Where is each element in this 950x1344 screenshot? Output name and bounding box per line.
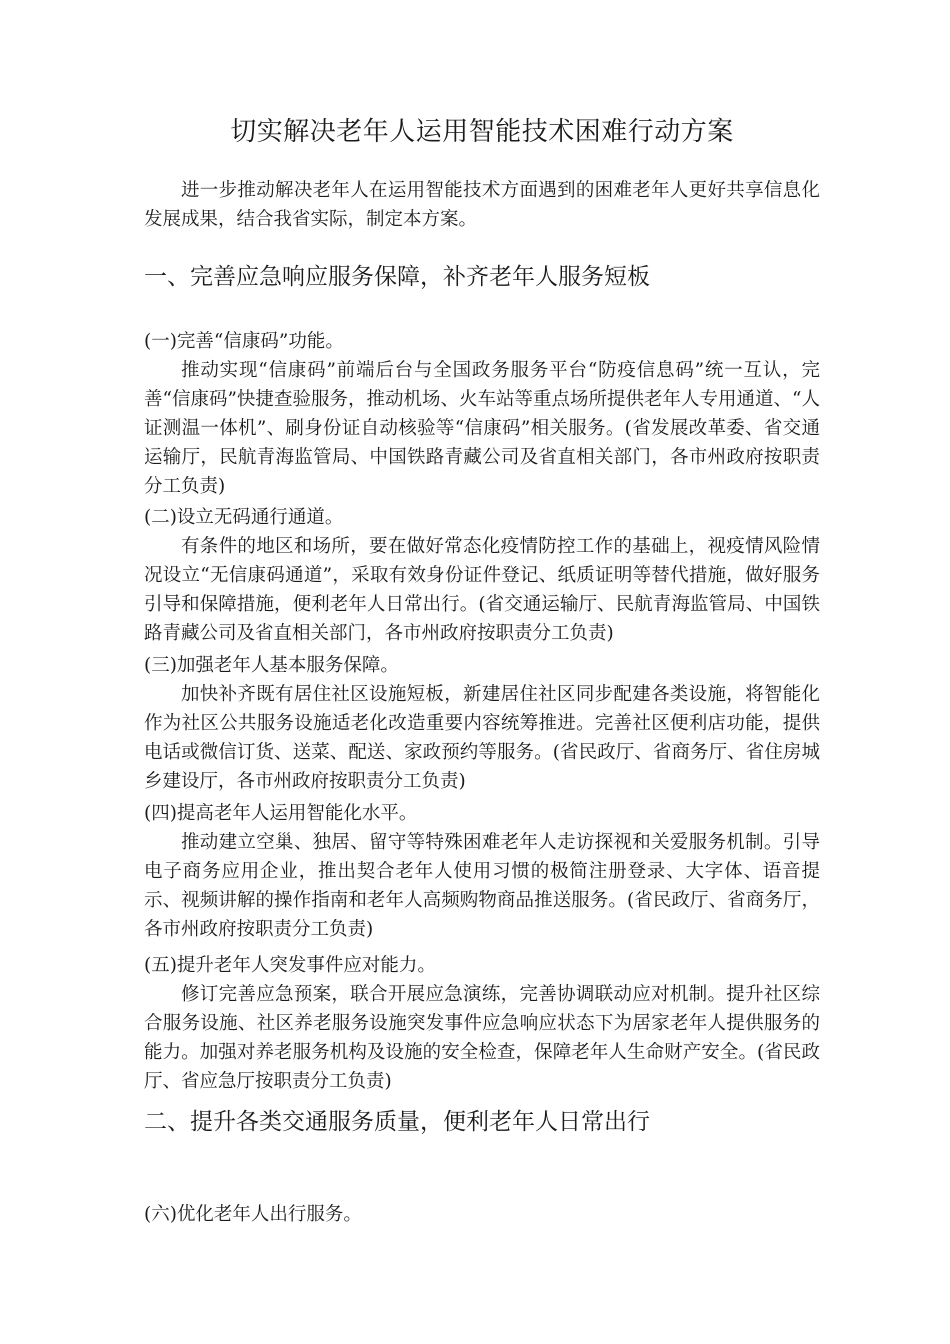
subsection-title: (四)提高老年人运用智能化水平。 (144, 803, 418, 824)
subsection-title: (五)提升老年人突发事件应对能力。 (144, 955, 436, 976)
subsection-title: (六)优化老年人出行服务。 (144, 1204, 362, 1225)
section-heading-2: 二、提升各类交通服务质量，便利老年人日常出行 (144, 1109, 650, 1135)
subsection-body: 推动实现“信康码”前端后台与全国政务服务平台“防疫信息码”统一互认，完善“信康码”快捷查验服务，推动机场、火车站等重点场所提供老年人专用通道、“人证测温一体机”、刷身份证自动核验等“信康码”相关服务。(省发展改革委、省交通运输厅，民航青海监管局、中国铁路青藏公司及省直相关部门，各市州政府按职责分工负责) (144, 360, 820, 497)
subsection-2 (144, 503, 820, 648)
subsection-body: 加快补齐既有居住社区设施短板，新建居住社区同步配建各类设施，将智能化作为社区公共服务设施适老化改造重要内容统筹推进。完善社区便利店功能，提供电话或微信订货、送菜、配送、家政预约等服务。(省民政厅、省商务厅、省住房城乡建设厅，各市州政府按职责分工负责) (144, 684, 820, 792)
intro-paragraph: 进一步推动解决老年人在运用智能技术方面遇到的困难老年人更好共享信息化发展成果，结合我省实际，制定本方案。 (144, 180, 820, 230)
subsection-5 (144, 951, 820, 1096)
subsection-4 (144, 799, 820, 944)
subsection-title: (一)完善“信康码”功能。 (144, 331, 344, 352)
subsection-body: 推动建立空巢、独居、留守等特殊困难老年人走访探视和关爱服务机制。引导电子商务应用企业，推出契合老年人使用习惯的极简注册登录、大字体、语音提示、视频讲解的操作指南和老年人高频购物商品推送服务。(省民政厅、省商务厅，各市州政府按职责分工负责) (144, 832, 820, 940)
subsection-title: (三)加强老年人基本服务保障。 (144, 655, 399, 676)
document-title: 切实解决老年人运用智能技术困难行动方案 (230, 117, 734, 147)
subsection-body: 修订完善应急预案，联合开展应急演练，完善协调联动应对机制。提升社区综合服务设施、社区养老服务设施突发事件应急响应状态下为居家老年人提供服务的能力。加强对养老服务机构及设施的安全检查，保障老年人生命财产安全。(省民政厅、省应急厅按职责分工负责) (144, 984, 820, 1092)
subsection-1 (144, 327, 820, 501)
subsection-body: 有条件的地区和场所，要在做好常态化疫情防控工作的基础上，视疫情风险情况设立“无信康码通道”，采取有效身份证件登记、纸质证明等替代措施，做好服务引导和保障措施，便利老年人日常出行。(省交通运输厅、民航青海监管局、中国铁路青藏公司及省直相关部门，各市州政府按职责分工负责) (144, 536, 820, 644)
document-page (144, 0, 820, 1344)
subsection-title: (二)设立无码通行通道。 (144, 507, 344, 528)
section-heading-1: 一、完善应急响应服务保障，补齐老年人服务短板 (144, 264, 650, 290)
subsection-6 (144, 1200, 820, 1229)
subsection-3 (144, 651, 820, 796)
